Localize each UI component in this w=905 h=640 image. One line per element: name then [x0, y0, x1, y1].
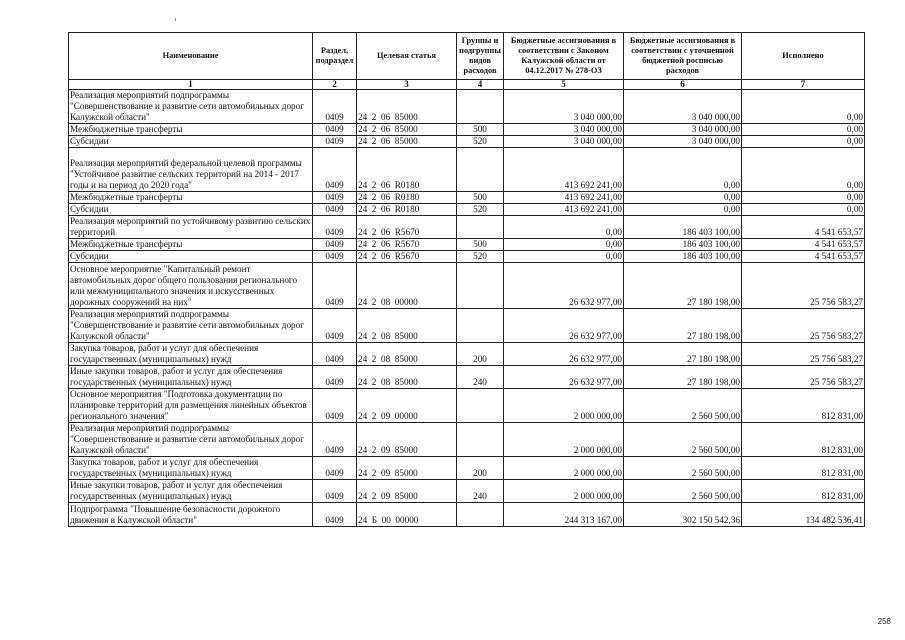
cell-executed: 25 756 583,27 — [742, 366, 865, 389]
cell-group: 200 — [457, 343, 504, 366]
cell-target: 24 2 09 85000 — [357, 457, 457, 480]
cell-target: 24 2 06 R5670 — [357, 251, 457, 263]
cell-refined: 2 560 500,00 — [624, 423, 742, 457]
cell-name: Основное мероприятие "Капитальный ремонт автомобильных дорог общего пользования регионального или межмуниципального значения и искусственных дорожных сооружений на них" — [69, 263, 313, 309]
cell-refined: 27 180 198,00 — [624, 263, 742, 309]
cell-executed: 0,00 — [742, 124, 865, 136]
cell-target: 24 2 06 85000 — [357, 90, 457, 124]
cell-executed: 812 831,00 — [742, 389, 865, 423]
cell-group: 520 — [457, 136, 504, 148]
cell-section: 0409 — [313, 216, 357, 239]
cell-refined: 186 403 100,00 — [624, 251, 742, 263]
cell-target: 24 Б 00 00000 — [357, 503, 457, 527]
table-row — [69, 136, 865, 148]
cell-name: Иные закупки товаров, работ и услуг для обеспечения государственных (муниципальных) нужд — [69, 366, 313, 389]
cell-target: 24 2 08 85000 — [357, 309, 457, 343]
cell-law: 0,00 — [504, 239, 624, 251]
cell-group: 500 — [457, 239, 504, 251]
header-refined: Бюджетные ассигнования в соответствии с уточненной бюджетной росписью расходов — [624, 33, 742, 80]
cell-refined: 27 180 198,00 — [624, 309, 742, 343]
cell-law: 26 632 977,00 — [504, 343, 624, 366]
cell-law: 413 692 241,00 — [504, 192, 624, 204]
cell-target: 24 2 08 85000 — [357, 366, 457, 389]
table-row — [69, 90, 865, 124]
cell-target: 24 2 06 R0180 — [357, 204, 457, 216]
table-row — [69, 204, 865, 216]
cell-law: 3 040 000,00 — [504, 136, 624, 148]
cell-target: 24 2 09 85000 — [357, 480, 457, 503]
column-number: 6 — [624, 80, 742, 90]
header-row — [69, 33, 865, 80]
cell-name: Иные закупки товаров, работ и услуг для обеспечения государственных (муниципальных) нужд — [69, 480, 313, 503]
cell-refined: 186 403 100,00 — [624, 216, 742, 239]
cell-refined: 2 560 500,00 — [624, 389, 742, 423]
cell-refined: 0,00 — [624, 148, 742, 192]
cell-law: 26 632 977,00 — [504, 309, 624, 343]
cell-executed: 812 831,00 — [742, 480, 865, 503]
cell-target: 24 2 06 85000 — [357, 124, 457, 136]
cell-name: Реализация мероприятий федеральной целевой программы "Устойчивое развитие сельских территорий на 2014 - 2017 годы и на период до 2020 года" — [69, 148, 313, 192]
cell-section: 0409 — [313, 480, 357, 503]
table-row — [69, 263, 865, 309]
cell-section: 0409 — [313, 263, 357, 309]
table-row — [69, 239, 865, 251]
cell-target: 24 2 09 00000 — [357, 389, 457, 423]
cell-name: Реализация мероприятий подпрограммы "Совершенствование и развитие сети автомобильных дорог Калужской области" — [69, 423, 313, 457]
cell-target: 24 2 06 R0180 — [357, 192, 457, 204]
header-name: Наименование — [69, 33, 313, 80]
header-executed: Исполнено — [742, 33, 865, 80]
cell-group — [457, 423, 504, 457]
cell-refined: 0,00 — [624, 204, 742, 216]
cell-group: 240 — [457, 480, 504, 503]
cell-law: 413 692 241,00 — [504, 148, 624, 192]
cell-executed: 0,00 — [742, 90, 865, 124]
budget-sheet — [68, 32, 864, 527]
cell-name: Реализация мероприятий по устойчивому развитию сельских территорий — [69, 216, 313, 239]
cell-name: Субсидии — [69, 204, 313, 216]
cell-group: 500 — [457, 124, 504, 136]
cell-section: 0409 — [313, 192, 357, 204]
cell-name: Субсидии — [69, 136, 313, 148]
cell-group — [457, 90, 504, 124]
cell-executed: 812 831,00 — [742, 423, 865, 457]
cell-executed: 0,00 — [742, 192, 865, 204]
cell-law: 26 632 977,00 — [504, 366, 624, 389]
cell-group: 520 — [457, 251, 504, 263]
header-target: Целевая статья — [357, 33, 457, 80]
cell-law: 2 000 000,00 — [504, 389, 624, 423]
cell-law: 413 692 241,00 — [504, 204, 624, 216]
cell-group — [457, 148, 504, 192]
cell-law: 3 040 000,00 — [504, 90, 624, 124]
header-section: Раздел, подраздел — [313, 33, 357, 80]
budget-table — [68, 32, 865, 527]
cell-group: 520 — [457, 204, 504, 216]
cell-name: Реализация мероприятий подпрограммы "Совершенствование и развитие сети автомобильных дорог Калужской области" — [69, 309, 313, 343]
page-number: 258 — [877, 617, 891, 626]
table-row — [69, 423, 865, 457]
cell-law: 0,00 — [504, 251, 624, 263]
cell-law: 0,00 — [504, 216, 624, 239]
cell-name: Межбюджетные трансферты — [69, 124, 313, 136]
cell-name: Закупка товаров, работ и услуг для обеспечения государственных (муниципальных) нужд — [69, 457, 313, 480]
column-number: 2 — [313, 80, 357, 90]
table-row — [69, 192, 865, 204]
cell-group — [457, 309, 504, 343]
column-number: 7 — [742, 80, 865, 90]
table-row — [69, 389, 865, 423]
cell-law: 3 040 000,00 — [504, 124, 624, 136]
cell-executed: 134 482 536,41 — [742, 503, 865, 527]
cell-group: 500 — [457, 192, 504, 204]
cell-group — [457, 263, 504, 309]
cell-name: Межбюджетные трансферты — [69, 239, 313, 251]
cell-name: Подпрограмма "Повышение безопасности дорожного движения в Калужской области" — [69, 503, 313, 527]
cell-law: 26 632 977,00 — [504, 263, 624, 309]
cell-section: 0409 — [313, 251, 357, 263]
cell-executed: 25 756 583,27 — [742, 263, 865, 309]
cell-section: 0409 — [313, 343, 357, 366]
table-row — [69, 366, 865, 389]
table-row — [69, 309, 865, 343]
cell-executed: 0,00 — [742, 148, 865, 192]
cell-law: 2 000 000,00 — [504, 423, 624, 457]
table-row — [69, 148, 865, 192]
table-row — [69, 216, 865, 239]
cell-refined: 3 040 000,00 — [624, 136, 742, 148]
scan-speck — [175, 18, 176, 21]
cell-section: 0409 — [313, 503, 357, 527]
table-row — [69, 124, 865, 136]
cell-refined: 186 403 100,00 — [624, 239, 742, 251]
cell-name: Межбюджетные трансферты — [69, 192, 313, 204]
cell-section: 0409 — [313, 136, 357, 148]
cell-target: 24 2 08 00000 — [357, 263, 457, 309]
cell-target: 24 2 06 85000 — [357, 136, 457, 148]
cell-target: 24 2 06 R5670 — [357, 239, 457, 251]
cell-name: Субсидии — [69, 251, 313, 263]
cell-law: 2 000 000,00 — [504, 457, 624, 480]
cell-refined: 2 560 500,00 — [624, 480, 742, 503]
cell-refined: 2 560 500,00 — [624, 457, 742, 480]
cell-group — [457, 216, 504, 239]
header-group: Группы и подгруппы видов расходов — [457, 33, 504, 80]
cell-group — [457, 503, 504, 527]
cell-target: 24 2 06 R0180 — [357, 148, 457, 192]
table-row — [69, 251, 865, 263]
cell-target: 24 2 09 85000 — [357, 423, 457, 457]
cell-executed: 25 756 583,27 — [742, 343, 865, 366]
table-body — [69, 90, 865, 527]
cell-refined: 3 040 000,00 — [624, 124, 742, 136]
cell-executed: 0,00 — [742, 204, 865, 216]
cell-group: 200 — [457, 457, 504, 480]
cell-refined: 3 040 000,00 — [624, 90, 742, 124]
header-law: Бюджетные ассигнования в соответствии с Законом Калужской области от 04.12.2017 № 278-ОЗ — [504, 33, 624, 80]
cell-refined: 302 150 542,36 — [624, 503, 742, 527]
cell-section: 0409 — [313, 239, 357, 251]
column-number: 5 — [504, 80, 624, 90]
cell-group — [457, 389, 504, 423]
cell-section: 0409 — [313, 124, 357, 136]
column-number: 1 — [69, 80, 313, 90]
cell-section: 0409 — [313, 366, 357, 389]
table-row — [69, 457, 865, 480]
column-number: 4 — [457, 80, 504, 90]
cell-section: 0409 — [313, 309, 357, 343]
cell-law: 2 000 000,00 — [504, 480, 624, 503]
cell-refined: 0,00 — [624, 192, 742, 204]
table-row — [69, 343, 865, 366]
cell-executed: 812 831,00 — [742, 457, 865, 480]
cell-name: Основное мероприятия "Подготовка документации по планировке территорий для размещения линейных объектов регионального значения" — [69, 389, 313, 423]
table-row — [69, 480, 865, 503]
cell-name: Закупка товаров, работ и услуг для обеспечения государственных (муниципальных) нужд — [69, 343, 313, 366]
cell-group: 240 — [457, 366, 504, 389]
cell-refined: 27 180 198,00 — [624, 343, 742, 366]
cell-section: 0409 — [313, 423, 357, 457]
cell-target: 24 2 06 R5670 — [357, 216, 457, 239]
cell-section: 0409 — [313, 457, 357, 480]
cell-executed: 4 541 653,57 — [742, 239, 865, 251]
cell-law: 244 313 167,00 — [504, 503, 624, 527]
column-number-row — [69, 80, 865, 90]
table-row — [69, 503, 865, 527]
cell-executed: 4 541 653,57 — [742, 216, 865, 239]
cell-section: 0409 — [313, 389, 357, 423]
cell-section: 0409 — [313, 204, 357, 216]
cell-executed: 0,00 — [742, 136, 865, 148]
cell-executed: 25 756 583,27 — [742, 309, 865, 343]
cell-section: 0409 — [313, 148, 357, 192]
column-number: 3 — [357, 80, 457, 90]
cell-executed: 4 541 653,57 — [742, 251, 865, 263]
cell-section: 0409 — [313, 90, 357, 124]
cell-refined: 27 180 198,00 — [624, 366, 742, 389]
cell-target: 24 2 08 85000 — [357, 343, 457, 366]
cell-name: Реализация мероприятий подпрограммы "Совершенствование и развитие сети автомобильных дорог Калужской области" — [69, 90, 313, 124]
